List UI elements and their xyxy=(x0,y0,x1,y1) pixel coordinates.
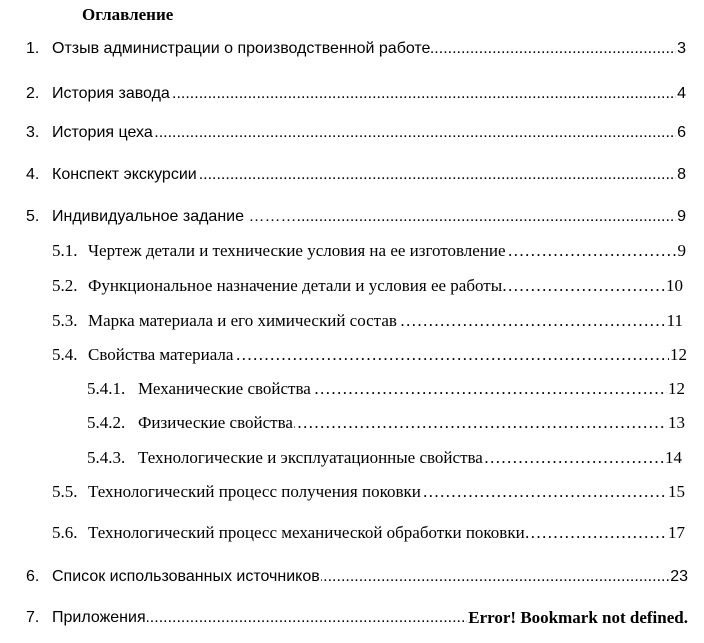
toc-entry-number: 5.4.1. xyxy=(87,379,126,398)
toc-entry-number: 1. xyxy=(26,40,40,57)
toc-entry-label: Отзыв администрации о производственной работе xyxy=(52,40,431,57)
toc-entry-label: История завода xyxy=(52,85,170,102)
toc-entry-label: История цеха xyxy=(52,124,153,141)
toc-entry-number: 6. xyxy=(26,568,40,585)
toc-entry-3[interactable] xyxy=(26,122,686,144)
toc-entry-label: Механические свойства xyxy=(138,379,311,398)
toc-entry-page: 9 xyxy=(677,241,686,260)
toc-entry-page-error: Error! Bookmark not defined. xyxy=(468,608,688,627)
toc-entry-page: 12 xyxy=(670,345,687,364)
toc-entry-number: 5. xyxy=(26,208,40,225)
toc-entry-6[interactable] xyxy=(26,566,688,588)
toc-entry-page: 3 xyxy=(676,38,686,60)
toc-entry-label: Список использованных источников xyxy=(52,568,320,585)
toc-entry-5-2[interactable] xyxy=(52,275,683,297)
toc-entry-number: 3. xyxy=(26,124,40,141)
toc-entry-number: 5.6. xyxy=(52,523,78,542)
toc-entry-label: Технологические и эксплуатационные свойства xyxy=(138,448,483,467)
toc-entry-2[interactable] xyxy=(26,83,686,105)
toc-entry-number: 5.5. xyxy=(52,482,78,501)
toc-entry-5-4-3[interactable] xyxy=(87,447,682,469)
toc-entry-label: Индивидуальное задание ……… xyxy=(52,208,297,225)
toc-entry-page: 11 xyxy=(666,311,683,330)
toc-entry-label: Приложения xyxy=(52,609,146,626)
toc-entry-number: 4. xyxy=(26,166,40,183)
toc-entry-number: 2. xyxy=(26,85,40,102)
toc-entry-label: Чертеж детали и технические условия на ее изготовление xyxy=(88,241,506,260)
toc-entry-label: Конспект экскурсии xyxy=(52,166,197,183)
toc-entry-1[interactable] xyxy=(26,38,686,60)
page-title: Оглавление xyxy=(82,5,174,24)
toc-entry-5-1[interactable] xyxy=(52,240,686,262)
toc-entry-page: 17 xyxy=(668,523,685,542)
toc-entry-5-4[interactable] xyxy=(52,344,687,366)
toc-entry-label: Технологический процесс механической обработки поковки xyxy=(88,523,525,542)
toc-entry-number: 5.1. xyxy=(52,241,78,260)
toc-entry-number: 5.3. xyxy=(52,311,78,330)
toc-entry-label: Свойства материала xyxy=(88,345,234,364)
toc-entry-label: Технологический процесс получения поковки xyxy=(88,482,421,501)
toc-entry-number: 5.2. xyxy=(52,276,78,295)
toc-entry-page: 12 xyxy=(668,379,685,398)
toc-entry-5-3[interactable] xyxy=(52,310,683,332)
toc-entry-4[interactable] xyxy=(26,164,686,186)
toc-entry-number: 5.4.2. xyxy=(87,413,126,432)
toc-entry-7[interactable] xyxy=(26,607,688,629)
toc-entry-page: 23 xyxy=(669,566,688,588)
toc-entry-page: 15 xyxy=(668,482,685,501)
toc-entry-page: 13 xyxy=(668,413,685,432)
toc-entry-number: 5.4.3. xyxy=(87,448,126,467)
toc-entry-page: 9 xyxy=(676,206,686,228)
toc-entry-page: 4 xyxy=(676,83,686,105)
toc-entry-5-5[interactable] xyxy=(52,481,685,503)
toc-entry-page: 8 xyxy=(676,164,686,186)
toc-entry-5-4-1[interactable] xyxy=(87,378,685,400)
toc-entry-number: 5.4. xyxy=(52,345,78,364)
toc-entry-label: Марка материала и его химический состав xyxy=(88,311,397,330)
toc-entry-page: 10 xyxy=(666,276,683,295)
toc-entry-page: 6 xyxy=(676,122,686,144)
toc-entry-label: Функциональное назначение детали и условия ее работы xyxy=(88,276,503,295)
toc-entry-number: 7. xyxy=(26,609,40,626)
toc-entry-page: 14 xyxy=(665,448,682,467)
toc-entry-label: Физические свойства xyxy=(138,413,293,432)
toc-entry-5-6[interactable] xyxy=(52,522,685,544)
toc-entry-5[interactable] xyxy=(26,206,686,228)
toc-entry-5-4-2[interactable] xyxy=(87,412,685,434)
